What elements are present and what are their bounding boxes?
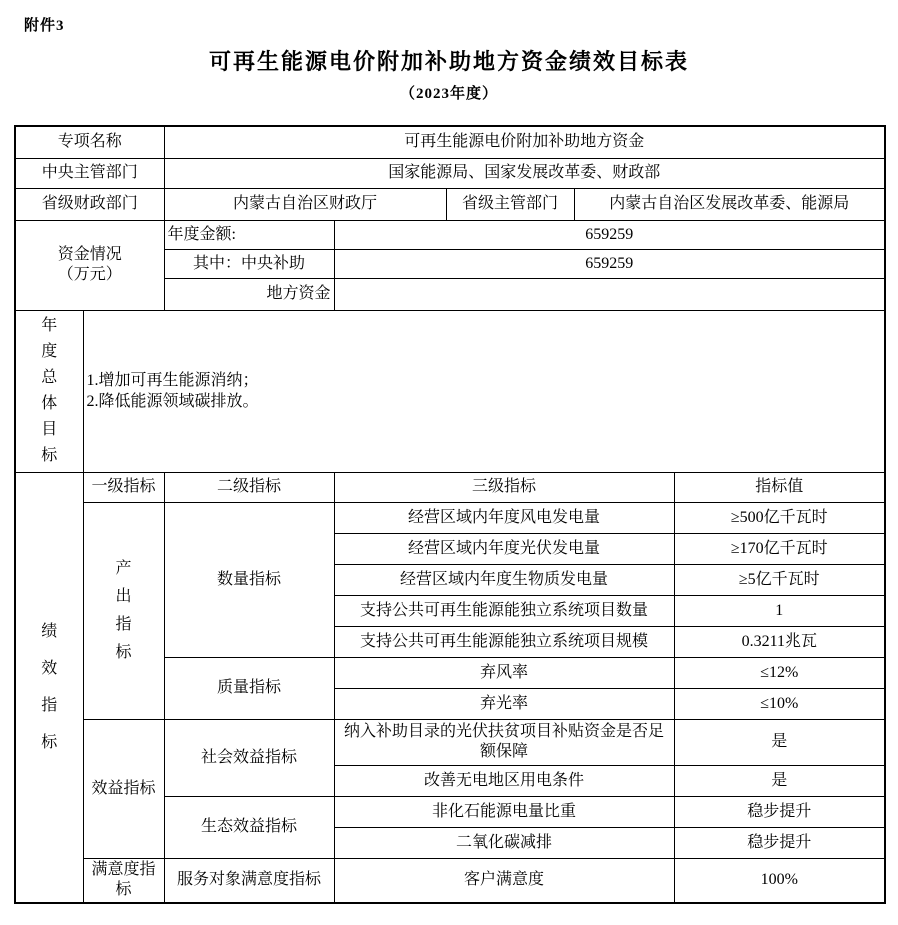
indicator-name: 改善无电地区用电条件 [334, 765, 674, 796]
table-row [15, 310, 885, 472]
l2-service-label: 服务对象满意度指标 [164, 858, 334, 903]
funding-label-line2: （万元） [57, 266, 122, 283]
header-value: 指标值 [674, 472, 885, 502]
header-level1: 一级指标 [83, 472, 164, 502]
indicator-value: 100% [674, 858, 885, 903]
l1-benefit-label: 效益指标 [83, 719, 164, 858]
performance-section-label-text: 绩效指标 [41, 623, 58, 752]
indicator-name: 经营区域内年度风电发电量 [334, 502, 674, 533]
provincial-finance-label: 省级财政部门 [15, 188, 164, 220]
indicator-value: ≥500亿千瓦时 [674, 502, 885, 533]
annual-goal-content [83, 310, 885, 472]
indicator-name: 经营区域内年度光伏发电量 [334, 533, 674, 564]
header-level2: 二级指标 [164, 472, 334, 502]
indicator-name: 二氧化碳减排 [334, 827, 674, 858]
indicator-value: 是 [674, 719, 885, 765]
project-name-label: 专项名称 [15, 126, 164, 158]
project-name-value: 可再生能源电价附加补助地方资金 [164, 126, 885, 158]
provincial-dept-label: 省级主管部门 [446, 188, 574, 220]
indicator-value: ≤12% [674, 657, 885, 688]
l1-output-label-text: 产出指标 [115, 559, 132, 661]
indicator-value: 是 [674, 765, 885, 796]
indicator-name: 经营区域内年度生物质发电量 [334, 564, 674, 595]
indicator-name: 支持公共可再生能源能独立系统项目数量 [334, 595, 674, 626]
table-row [15, 126, 885, 158]
indicator-name: 支持公共可再生能源能独立系统项目规模 [334, 626, 674, 657]
provincial-finance-value: 内蒙古自治区财政厅 [164, 188, 446, 220]
indicator-name: 纳入补助目录的光伏扶贫项目补贴资金是否足额保障 [334, 719, 674, 765]
l1-output-label [83, 502, 164, 719]
l2-ecological-label: 生态效益指标 [164, 796, 334, 858]
annual-goal-line2: 2.降低能源领域碳排放。 [86, 393, 259, 410]
performance-section-label [15, 472, 83, 903]
performance-target-table [14, 125, 886, 904]
indicator-name: 弃光率 [334, 688, 674, 719]
funding-annual-value: 659259 [334, 220, 885, 249]
table-row [15, 858, 885, 903]
header-level3: 三级指标 [334, 472, 674, 502]
table-row [15, 502, 885, 533]
indicator-value: ≥170亿千瓦时 [674, 533, 885, 564]
indicator-name: 客户满意度 [334, 858, 674, 903]
funding-annual-label: 年度金额: [164, 220, 334, 249]
funding-section-label [15, 220, 164, 310]
l1-satisfaction-label: 满意度指标 [83, 858, 164, 903]
table-row [15, 158, 885, 188]
indicator-value: 稳步提升 [674, 796, 885, 827]
funding-central-label: 其中：中央补助 [164, 249, 334, 278]
indicator-value: ≥5亿千瓦时 [674, 564, 885, 595]
funding-local-label: 地方资金 [164, 278, 334, 310]
table-row [15, 472, 885, 502]
provincial-dept-value: 内蒙古自治区发展改革委、能源局 [574, 188, 885, 220]
indicator-value: ≤10% [674, 688, 885, 719]
table-row [15, 220, 885, 249]
annual-goal-label [15, 310, 83, 472]
annual-goal-label-text: 年度总体目标 [41, 317, 58, 464]
l2-quantity-label: 数量指标 [164, 502, 334, 657]
attachment-label: 附件3 [24, 18, 65, 34]
l2-quality-label: 质量指标 [164, 657, 334, 719]
funding-label-line1: 资金情况 [57, 246, 122, 263]
table-row [15, 188, 885, 220]
indicator-value: 稳步提升 [674, 827, 885, 858]
central-dept-value: 国家能源局、国家发展改革委、财政部 [164, 158, 885, 188]
indicator-name: 非化石能源电量比重 [334, 796, 674, 827]
central-dept-label: 中央主管部门 [15, 158, 164, 188]
funding-local-value [334, 278, 885, 310]
annual-goal-line1: 1.增加可再生能源消纳； [86, 372, 259, 389]
funding-central-value: 659259 [334, 249, 885, 278]
indicator-value: 0.3211兆瓦 [674, 626, 885, 657]
indicator-name: 弃风率 [334, 657, 674, 688]
table-row [15, 719, 885, 765]
indicator-value: 1 [674, 595, 885, 626]
l2-social-label: 社会效益指标 [164, 719, 334, 796]
page-title: 可再生能源电价附加补助地方资金绩效目标表 [208, 49, 689, 74]
page-subtitle: （2023年度） [399, 86, 498, 102]
